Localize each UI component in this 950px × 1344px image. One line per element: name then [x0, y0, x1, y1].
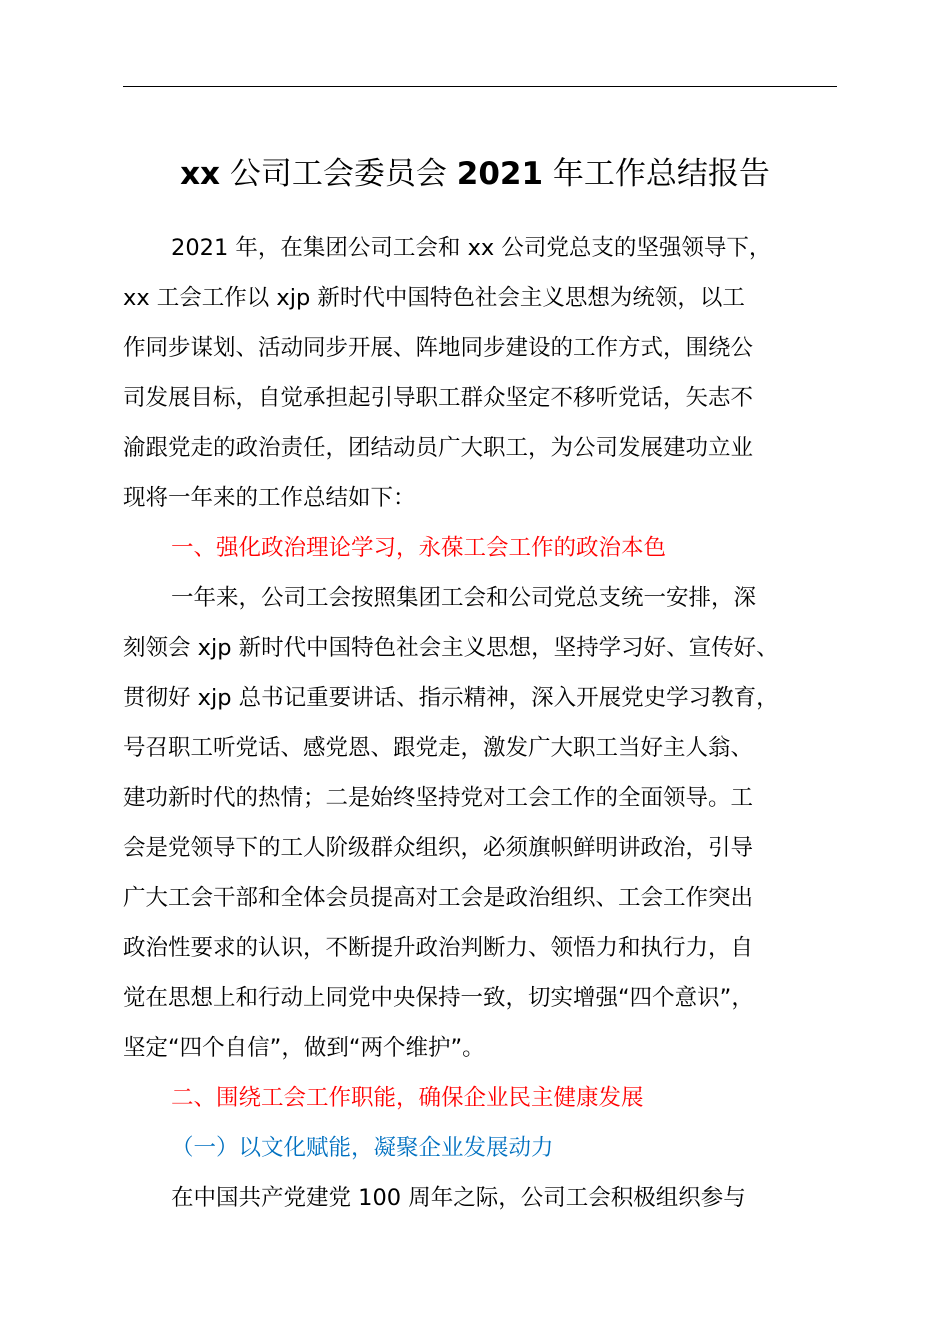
header-rule — [123, 86, 837, 87]
section2-heading: 二、围绕工会工作职能，确保企业民主健康发展 — [171, 1085, 644, 1111]
section1-line: 广大工会干部和全体会员提高对工会是政治组织、工会工作突出 — [123, 885, 754, 911]
section1-heading: 一、强化政治理论学习，永葆工会工作的政治本色 — [171, 535, 667, 561]
intro-line: 2021 年，在集团公司工会和 xx 公司党总支的坚强领导下， — [171, 235, 772, 261]
document-title — [0, 148, 950, 200]
section1-line: 刻领会 xjp 新时代中国特色社会主义思想，坚持学习好、宣传好、 — [123, 635, 779, 661]
title-year: 2021 — [456, 156, 544, 192]
section1-line: 一年来，公司工会按照集团工会和公司党总支统一安排，深 — [171, 585, 757, 611]
title-prefix: xx — [180, 156, 221, 192]
section2-line: 在中国共产党建党 100 周年之际，公司工会积极组织参与 — [171, 1185, 746, 1211]
section1-line: 号召职工听党话、感党恩、跟党走，激发广大职工当好主人翁、 — [123, 735, 754, 761]
section2-subheading: （一）以文化赋能，凝聚企业发展动力 — [171, 1135, 554, 1161]
title-mid: 公司工会委员会 — [220, 156, 457, 192]
intro-line: 作同步谋划、活动同步开展、阵地同步建设的工作方式，围绕公 — [123, 335, 754, 361]
section1-line: 坚定“四个自信”，做到“两个维护”。 — [123, 1035, 485, 1061]
intro-line: 司发展目标，自觉承担起引导职工群众坚定不移听党话，矢志不 — [123, 385, 754, 411]
section1-line: 政治性要求的认识，不断提升政治判断力、领悟力和执行力，自 — [123, 935, 754, 961]
intro-line: 现将一年来的工作总结如下： — [123, 485, 416, 511]
section1-line: 会是党领导下的工人阶级群众组织，必须旗帜鲜明讲政治，引导 — [123, 835, 754, 861]
intro-line: 渝跟党走的政治责任，团结动员广大职工，为公司发展建功立业 — [123, 435, 754, 461]
intro-line: xx 工会工作以 xjp 新时代中国特色社会主义思想为统领，以工 — [123, 285, 745, 311]
section1-line: 觉在思想上和行动上同党中央保持一致，切实增强“四个意识”， — [123, 985, 754, 1011]
section1-line: 建功新时代的热情；二是始终坚持党对工会工作的全面领导。工 — [123, 785, 754, 811]
title-suffix: 年工作总结报告 — [543, 156, 770, 192]
section1-line: 贯彻好 xjp 总书记重要讲话、指示精神，深入开展党史学习教育， — [123, 685, 779, 711]
